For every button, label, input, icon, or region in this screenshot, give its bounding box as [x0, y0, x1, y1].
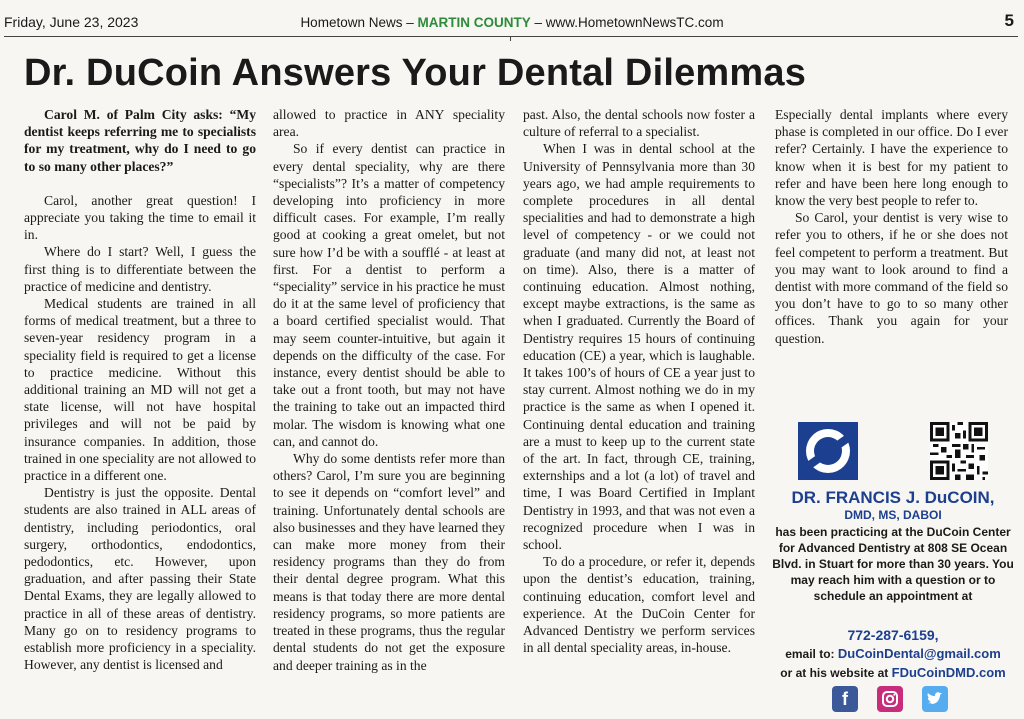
twitter-icon[interactable] [922, 686, 948, 712]
website-link[interactable]: FDuCoinDMD.com [891, 665, 1006, 680]
article-paragraph: So if every dentist can practice in every dental speciality, why are there “specialists”? It’s a matter of competency developing into proficiency in more difficult cases. For example, I’m really good at cooking a great omelet, but not sure how I’d be with a soufflé - at least at first. For a dentist to perform a “speciality” service in his practice he must do it at the same level of proficiency that a board certified specialist would. That may seem counter-intuitive, but again it depends on the difficulty of the case. For instance, every dentist should be able to take out a front tooth, but may not have the training to take out an impacted third molar. The wisdom is knowing what one can, and cannot do. [273, 141, 505, 449]
article-column-2 [273, 106, 505, 674]
promo-description: has been practicing at the DuCoin Center for Advanced Dentistry at 808 SE Ocean Blvd. in Stuart for more than 30 years. You may reach him with a question or to schedule an appointment at [772, 525, 1014, 603]
facebook-icon[interactable]: f [832, 686, 858, 712]
qr-code-icon[interactable] [930, 422, 988, 480]
website-label: or at his website at [780, 666, 889, 680]
phone-number[interactable]: 772-287-6159, [847, 627, 939, 643]
page-number: 5 [1004, 11, 1014, 30]
masthead-website: – www.HometownNewsTC.com [534, 15, 724, 30]
page-header [0, 0, 1024, 40]
doctor-name: DR. FRANCIS J. DuCOIN, [791, 488, 995, 507]
website-line [772, 665, 1014, 680]
article-paragraph: So Carol, your dentist is very wise to refer you to others, if he or she does not feel competent to perform a treatment. But you may want to look around to find a dentist with more command of the field so you don’t have to go to so many other offices. Thank you again for your question. [775, 210, 1008, 346]
article-paragraph: Carol, another great question! I appreciate you taking the time to email it in. [24, 192, 256, 243]
article-column-3 [523, 106, 755, 657]
article-paragraph: To do a procedure, or refer it, depends upon the dentist’s education, training, continuing education, comfort level and experience. At the DuCoin Center for Advanced Dentistry we perform services in all dental speciality areas, in-house. [523, 554, 755, 656]
article-column-4 [775, 106, 1008, 347]
doctor-credentials: DMD, MS, DABOI [844, 508, 942, 522]
article-paragraph: When I was in dental school at the University of Pennsylvania more than 30 years ago, we had ample requirements to complete procedures in all dental specialities and had to demonstrate a high level of competency - or we could not graduate (and many did not, at least not on time). Also, there is a matter of continuing education. Almost nothing, except maybe extractions, is the same as when I graduated. Currently the Board of Dentistry requires 15 hours of continuing education (CE) a year, which is laughable. It takes 100’s of hours of CE a year just to stay current. Almost nothing we do in my practice is the same as when I opened it. Continuing dental education and training are a must to keep up to the current state of the art. In fact, through CE, training, externships and a lot (a lot) of travel and time, I was Board Certified in Implant Dentistry in 1993, and that was not even a recognized procedure when I was in school. [523, 141, 755, 553]
article-paragraph: past. Also, the dental schools now foster a culture of referral to a specialist. [523, 107, 755, 140]
article-title: Dr. DuCoin Answers Your Dental Dilemmas [24, 52, 807, 94]
email-link[interactable]: DuCoinDental@gmail.com [837, 646, 1001, 661]
article-paragraph: Medical students are trained in all forms of medical treatment, but a three to seven-year residency program in a speciality field is required to get a license to practice medicine. Without this additional training an MD will not get a state license, will not have hospital privileges and will not be paid by insurance companies. In addition, those trained in one speciality are not allowed to practice in a different one. [24, 296, 256, 484]
masthead-paper: Hometown News – [300, 15, 414, 30]
article-paragraph: Why do some dentists refer more than others? Carol, I’m sure you are beginning to see it depends on “comfort level” and training. Unfortunately dental schools are also businesses and they have learned they can make more money from their residency programs than they do from their dental degree program. What this means is that today there are more dental residency programs, so more patients are treated in these programs, thus the regular dental students do not get the exposure and deeper training as in the [273, 451, 505, 673]
header-rule [4, 36, 1018, 37]
article-paragraph: Where do I start? Well, I guess the first thing is to differentiate between the practice of medicine and dentistry. [24, 244, 256, 294]
ducoin-logo-icon [798, 422, 858, 480]
masthead [0, 15, 1024, 30]
article-paragraph: allowed to practice in ANY speciality area. [273, 107, 505, 140]
header-tick [510, 36, 511, 41]
article-paragraph: Especially dental implants where every phase is completed in our office. Do I ever refer? Certainly. I have the experience to know when it is best for my patient to refer and have been here long enough to know the very best people to refer to. [775, 107, 1008, 209]
masthead-county: MARTIN COUNTY [417, 15, 531, 30]
article-column-1 [24, 106, 256, 674]
email-label: email to: [785, 647, 835, 661]
issue-date: Friday, June 23, 2023 [4, 14, 139, 30]
doctor-promo-box [772, 416, 1014, 718]
article-paragraph: Dentistry is just the opposite. Dental students are also trained in ALL areas of dentistry, including periodontics, oral surgery, orthodontics, endodontics, pedodontics, etc. However, upon graduation, and after passing their State Dental Exams, they are legally allowed to practice in all of these areas of dentistry. Many go on to residency programs to establish more proficiency in a speciality. However, any dentist is licensed and [24, 485, 256, 673]
instagram-icon[interactable] [877, 686, 903, 712]
email-line [772, 646, 1014, 661]
reader-question: Carol M. of Palm City asks: “My dentist keeps referring me to specialists for my treatment, why do I need to go to so many other places?” [24, 107, 256, 174]
